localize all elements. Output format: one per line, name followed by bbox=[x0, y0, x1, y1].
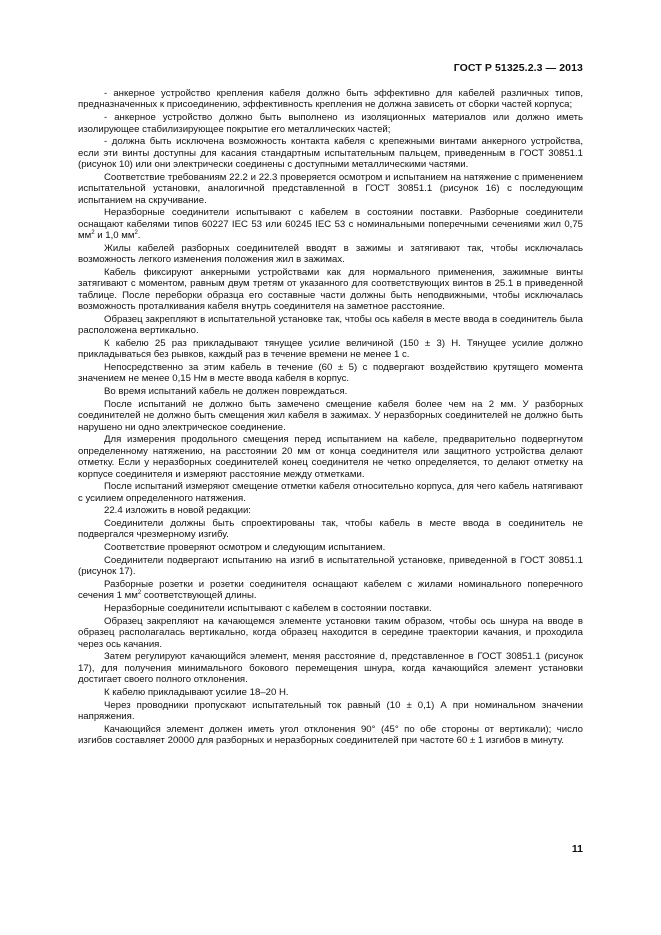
paragraph: Неразборные соединители испытывают с кабелем в состоянии поставки. Разборные соединители оснащают кабелями типов 60227 IEC 53 или 60245 IEC 53 с номинальными поперечными сечениями жил 0,75 $мм^2$ и 1,0 $мм^2$. bbox=[78, 207, 583, 242]
paragraph: Для измерения продольного смещения перед испытанием на кабеле, предварительно подвергнутом определенному натяжению, на расстоянии 20 мм от конца соединителя или защитного устройства делают отметку. Если у неразборных соединителей конец соединителя не четко определяется, то делают отметку на корпусе соединителя и измеряют расстояние между отметками. bbox=[78, 434, 583, 480]
paragraph: Соответствие требованиям 22.2 и 22.3 проверяется осмотром и испытанием на натяжение с применением испытательной установки, аналогичной представленной в ГОСТ 30851.1 (рисунок 16) с последующим испытанием на скручивание. bbox=[78, 171, 583, 206]
paragraph: - должна быть исключена возможность контакта кабеля с крепежными винтами анкерного устройства, если эти винты доступны для касания стандартным испытательным пальцем, приведенным в ГОСТ 30851.1 (рисунок 10) или они электрически соединены с доступными металлическими частями. bbox=[78, 136, 583, 171]
document-body bbox=[78, 88, 583, 748]
paragraph: После испытаний измеряют смещение отметки кабеля относительно корпуса, для чего кабель натягивают с усилием определенного натяжения. bbox=[78, 481, 583, 504]
paragraph: - анкерное устройство должно быть выполнено из изоляционных материалов или должно иметь изолирующее стабилизирующее покрытие его металлических частей; bbox=[78, 112, 583, 135]
paragraph: К кабелю 25 раз прикладывают тянущее усилие величиной (150 ± 3) Н. Тянущее усилие должно прикладываться без рывков, каждый раз в течение времени не менее 1 с. bbox=[78, 337, 583, 361]
paragraph: Кабель фиксируют анкерными устройствами как для нормального применения, зажимные винты затягивают с моментом, равным двум третям от указанного для соответствующих винтов в 25.1 в приведенной таблице. После переборки образца его составные части должны быть неподвижными, чтобы исключалась возможность проталкивания кабеля внутрь соединителя на заметное расстояние. bbox=[78, 266, 583, 313]
paragraph: - анкерное устройство крепления кабеля должно быть эффективно для кабелей различных типов, предназначенных к присоединению, эффективность крепления не должна зависеть от сборки частей корпуса; bbox=[78, 88, 583, 111]
paragraph: После испытаний не должно быть замечено смещение кабеля более чем на 2 мм. У разборных соединителей не должно быть смещения жил кабеля в зажимах. У неразборных соединителей не должно быть нарушено ни одно электрическое соединение. bbox=[78, 398, 583, 433]
paragraph: Разборные розетки и розетки соединителя оснащают кабелем с жилами номинального поперечного сечения 1 $мм^2$ соответствующей длины. bbox=[78, 579, 583, 602]
paragraph: К кабелю прикладывают усилие 18–20 Н. bbox=[104, 686, 289, 698]
paragraph: 22.4 изложить в новой редакции: bbox=[104, 505, 251, 517]
paragraph: Соединители должны быть спроектированы так, чтобы кабель в месте ввода в соединитель не подвергался чрезмерному изгибу. bbox=[78, 518, 583, 541]
paragraph: Через проводники пропускают испытательный ток равный (10 ± 0,1) А при номинальном значении напряжения. bbox=[78, 699, 583, 722]
paragraph: Качающийся элемент должен иметь угол отклонения 90° (45° по обе стороны от вертикали); число изгибов составляет 20000 для разборных и неразборных соединителей при частоте 60 ± 1 изгибов в минуту. bbox=[78, 723, 583, 747]
paragraph: Соответствие проверяют осмотром и следующим испытанием. bbox=[104, 542, 386, 554]
page-number: 11 bbox=[571, 843, 583, 855]
paragraph: Непосредственно за этим кабель в течение (60 ± 5) с подвергают воздействию крутящего момента значением не менее 0,15 Нм в месте ввода кабеля в корпус. bbox=[78, 362, 583, 385]
paragraph: Образец закрепляют на качающемся элементе установки таким образом, чтобы ось шнура на вводе в образец располагалась вертикально, когда образец находится в середине траектории качания, и проходила через ось качания. bbox=[78, 615, 583, 650]
paragraph: Во время испытаний кабель не должен повреждаться. bbox=[104, 386, 348, 398]
paragraph: Неразборные соединители испытывают с кабелем в состоянии поставки. bbox=[104, 603, 432, 615]
paragraph: Жилы кабелей разборных соединителей вводят в зажимы и затягивают так, чтобы исключалась возможность легкого изменения положения жил в зажимах. bbox=[78, 242, 583, 266]
paragraph: Затем регулируют качающийся элемент, меняя расстояние d, представленное в ГОСТ 30851.1 (рисунок 17), для получения минимального бокового перемещения шнура, когда качающийся элемент установки достигает своего полного отклонения. bbox=[78, 651, 583, 686]
paragraph: Образец закрепляют в испытательной установке так, чтобы ось кабеля в месте ввода в соединитель была расположена вертикально. bbox=[78, 313, 583, 337]
document-header: ГОСТ Р 51325.2.3 — 2013 bbox=[453, 62, 583, 74]
paragraph: Соединители подвергают испытанию на изгиб в испытательной установке, приведенной в ГОСТ 30851.1 (рисунок 17). bbox=[78, 554, 583, 578]
